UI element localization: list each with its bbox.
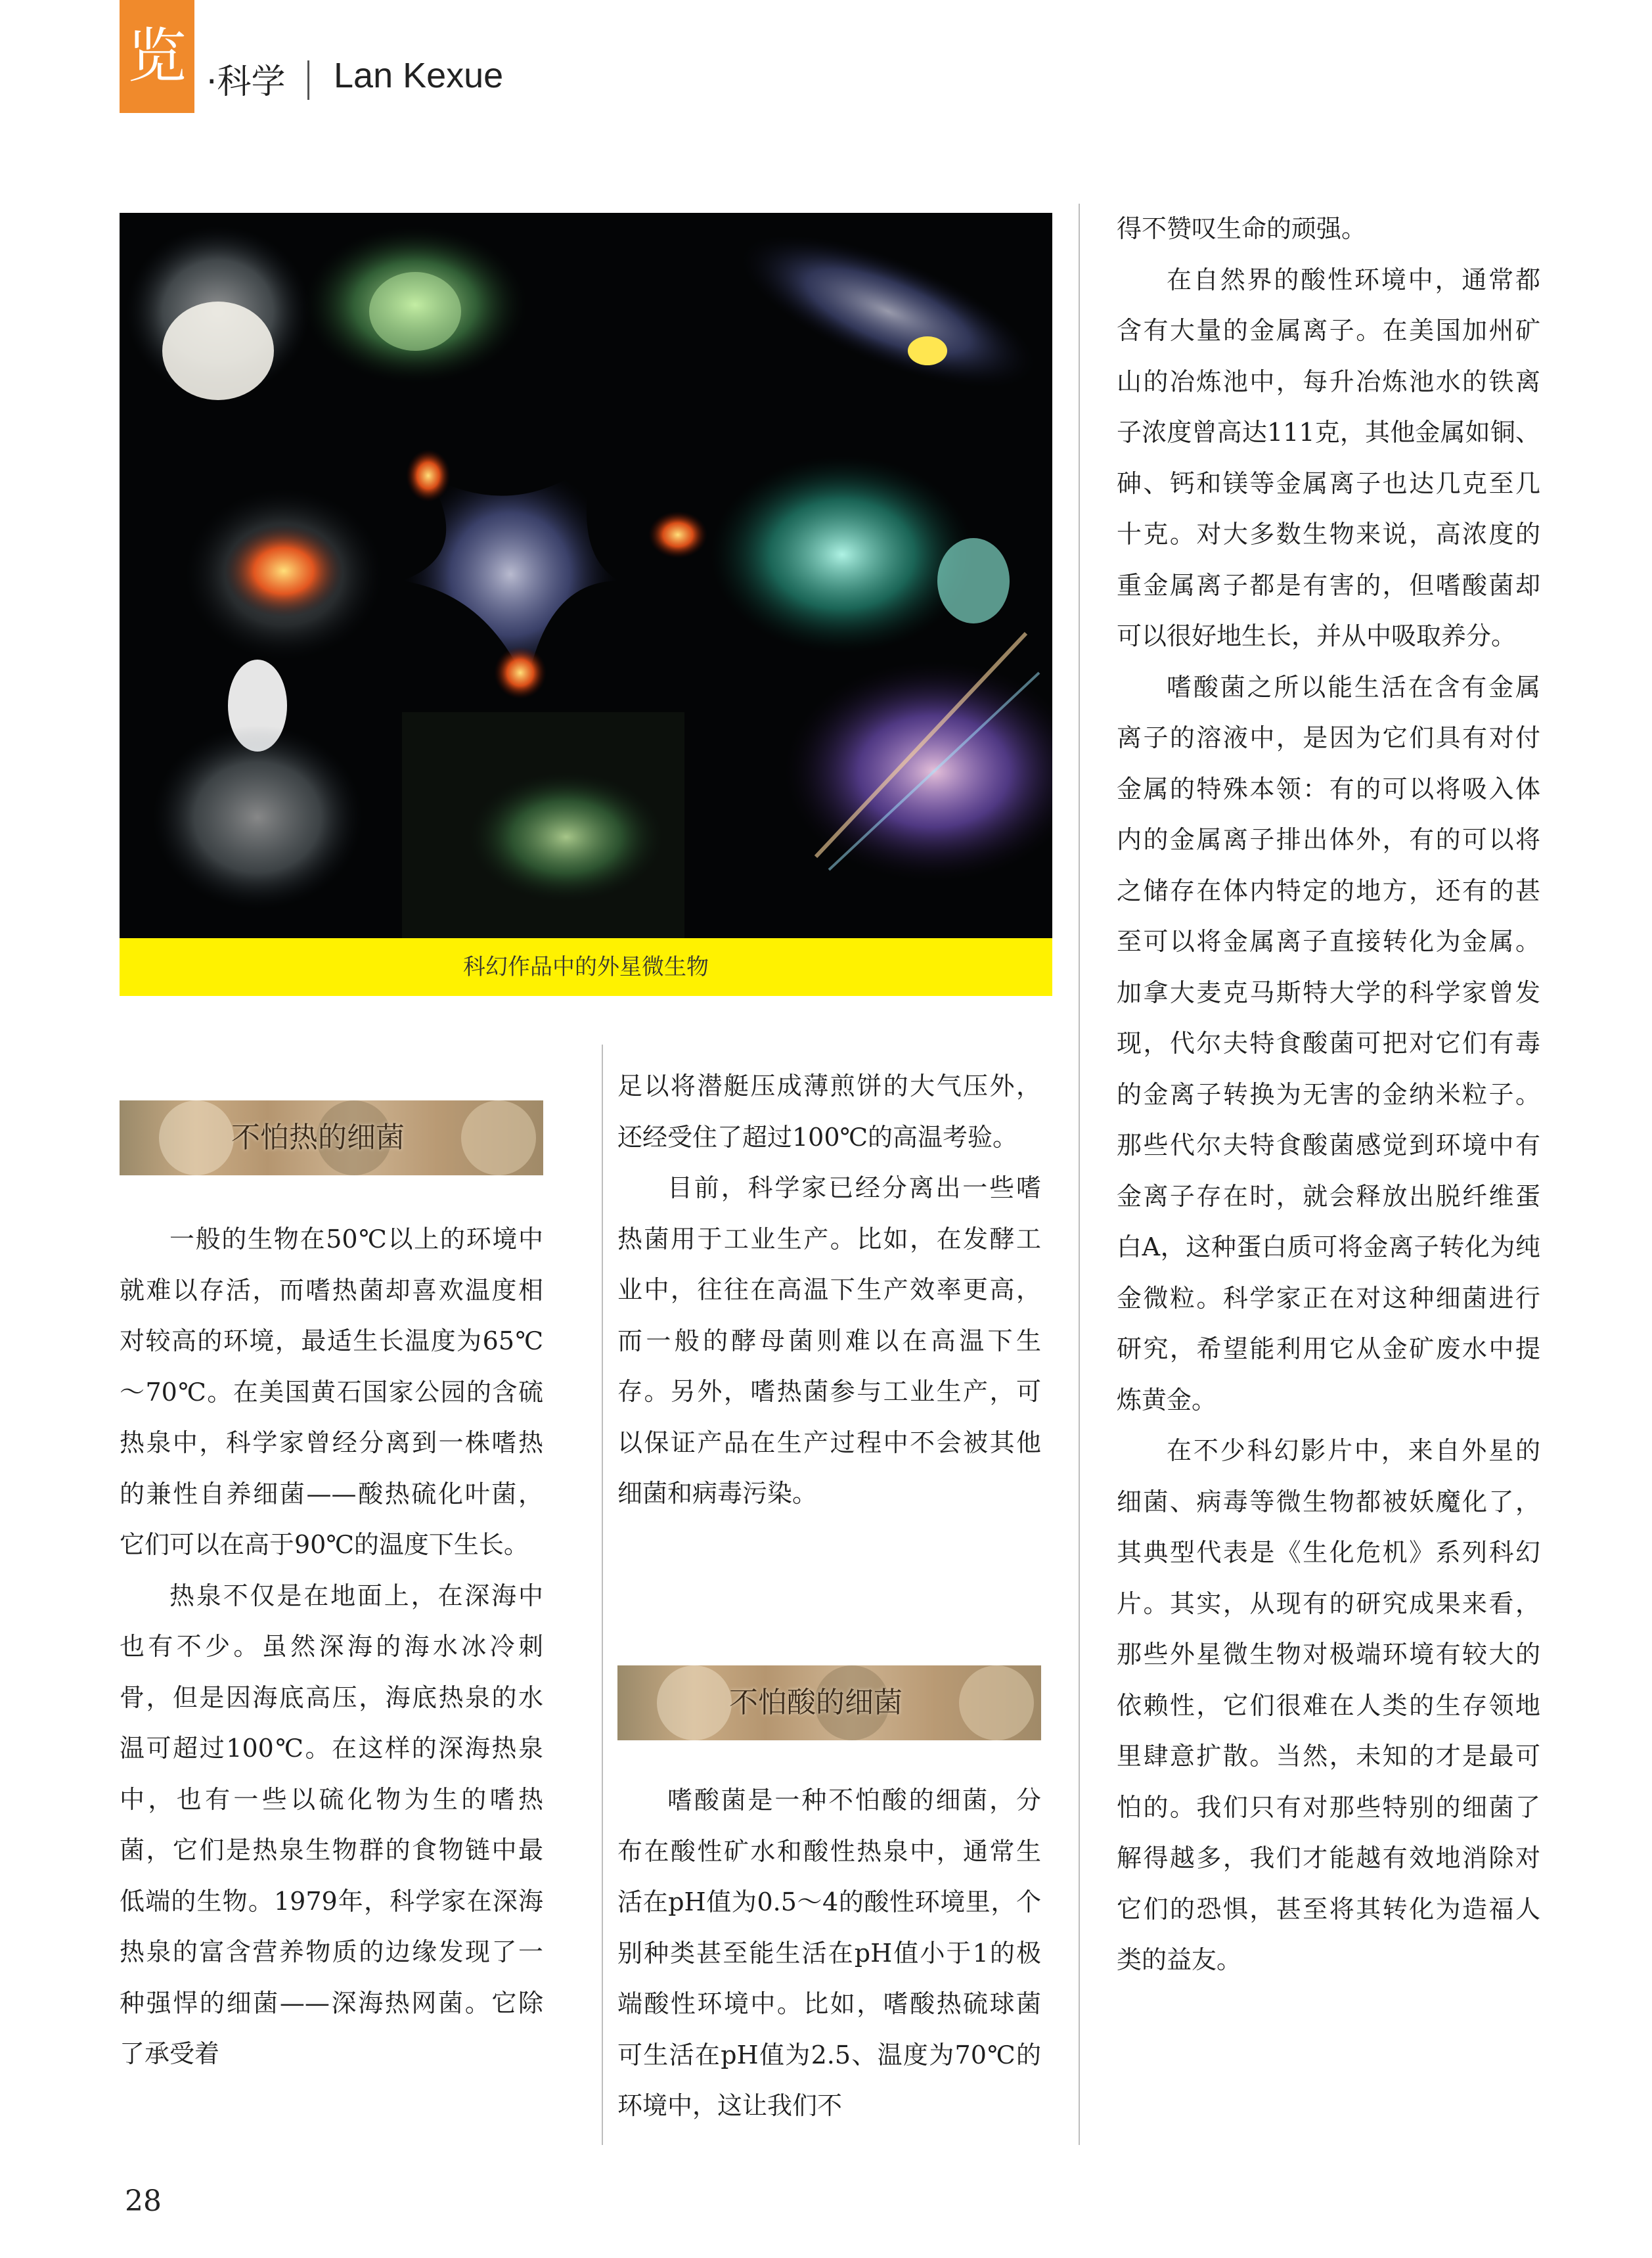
paragraph: 在自然界的酸性环境中，通常都含有大量的金属离子。在美国加州矿山的冶炼池中，每升冶炼池水的铁离子浓度曾高达111克，其他金属如铜、砷、钙和镁等金属离子也达几克至几十克。对大多数生物来说，高浓度的重金属离子都是有害的，但嗜酸菌却可以很好地生长，并从中吸取养分。	[1117, 265, 1540, 650]
section-badge: 览	[120, 0, 194, 113]
middle-column-text-top	[617, 1061, 1041, 1520]
paragraph: 目前，科学家已经分离出一些嗜热菌用于工业生产。比如，在发酵工业中，往往在高温下生产效率更高，而一般的酵母菌则难以在高温下生存。另外，嗜热菌参与工业生产，可以保证产品在生产过程中不会被其他细菌和病毒污染。	[617, 1173, 1041, 1508]
section-heading-acid	[617, 1665, 1041, 1740]
section-title: ·科学	[206, 62, 286, 102]
section-title-english: Lan Kexue	[334, 56, 504, 95]
column-divider-right	[1079, 204, 1080, 2145]
paragraph: 嗜酸菌之所以能生活在含有金属离子的溶液中，是因为它们具有对付金属的特殊本领：有的可以将吸入体内的金属离子排出体外，有的可以将之储存在体内特定的地方，还有的甚至可以将金属离子直接转化为金属。加拿大麦克马斯特大学的科学家曾发现，代尔夫特食酸菌可把对它们有毒的金离子转换为无害的金纳米粒子。那些代尔夫特食酸菌感觉到环境中有金离子存在时，就会释放出脱纤维蛋白A，这种蛋白质可将金离子转化为纯金微粒。科学家正在对这种细菌进行研究，希望能利用它从金矿废水中提炼黄金。	[1117, 672, 1540, 1414]
figure-caption: 科幻作品中的外星微生物	[120, 938, 1052, 996]
paragraph: 足以将潜艇压成薄煎饼的大气压外，还经受住了超过100℃的高温考验。	[617, 1072, 1041, 1152]
paragraph: 一般的生物在50℃以上的环境中就难以存活，而嗜热菌却喜欢温度相对较高的环境，最适生长温度为65℃～70℃。在美国黄石国家公园的含硫热泉中，科学家曾经分离到一株嗜热的兼性自养细菌——酸热硫化叶菌，它们可以在高于90℃的温度下生长。	[120, 1225, 543, 1559]
page-number: 28	[125, 2184, 162, 2218]
paragraph: 热泉不仅是在地面上，在深海中也有不少。虽然深海的海水冰冷刺骨，但是因海底高压，海底热泉的水温可超过100℃。在这样的深海热泉中，也有一些以硫化物为生的嗜热菌，它们是热泉生物群的食物链中最低端的生物。1979年，科学家在深海热泉的富含营养物质的边缘发现了一种强悍的细菌——深海热网菌。它除了承受着	[120, 1581, 543, 2068]
alien-microbes-image	[120, 213, 1052, 938]
section-heading-heat-text: 不怕热的细菌	[231, 1121, 405, 1154]
left-column-text	[120, 1214, 543, 2080]
column-divider-left	[602, 1045, 603, 2145]
paragraph: 嗜酸菌是一种不怕酸的细菌，分布在酸性矿水和酸性热泉中，通常生活在pH值为0.5～4的酸性环境里，个别种类甚至能生活在pH值小于1的极端酸性环境中。比如，嗜酸热硫球菌可生活在pH值为2.5、温度为70℃的环境中，这让我们不	[617, 1786, 1041, 2120]
right-column-text	[1117, 204, 1540, 1986]
middle-column-text-bottom	[617, 1775, 1041, 2132]
paragraph: 得不赞叹生命的顽强。	[1117, 214, 1367, 243]
paragraph: 在不少科幻影片中，来自外星的细菌、病毒等微生物都被妖魔化了，其典型代表是《生化危机》系列科幻片。其实，从现有的研究成果来看，那些外星微生物对极端环境有较大的依赖性，它们很难在人类的生存领地里肆意扩散。当然，未知的才是最可怕的。我们只有对那些特别的细菌了解得越多，我们才能越有效地消除对它们的恐惧，甚至将其转化为造福人类的益友。	[1117, 1436, 1540, 1974]
section-heading-acid-text: 不怕酸的细菌	[729, 1686, 903, 1719]
section-heading-heat	[120, 1100, 543, 1175]
header-divider	[307, 60, 309, 100]
